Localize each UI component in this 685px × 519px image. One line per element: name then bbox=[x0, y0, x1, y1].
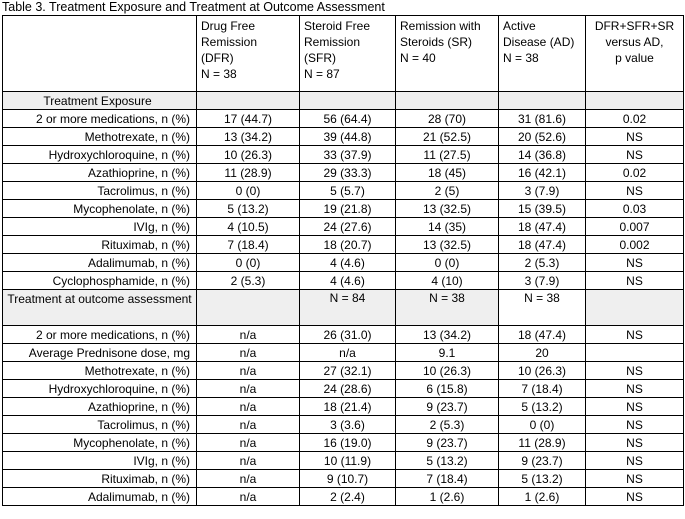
cell-dfr: 2 (5.3) bbox=[197, 272, 300, 290]
cell-ad: 5 (13.2) bbox=[499, 470, 586, 488]
table-row bbox=[3, 434, 684, 452]
section-empty-cell bbox=[300, 92, 396, 110]
header-sr-line: Remission with bbox=[400, 19, 481, 33]
cell-ad: 18 (47.4) bbox=[499, 236, 586, 254]
header-dfr-line: (DFR) bbox=[201, 51, 234, 65]
cell-ad: 18 (47.4) bbox=[499, 326, 586, 344]
header-sr-line: N = 40 bbox=[400, 51, 436, 65]
header-dfr-line: Remission bbox=[201, 35, 258, 49]
cell-sfr: 39 (44.8) bbox=[300, 128, 396, 146]
header-row bbox=[3, 16, 684, 92]
row-label: Hydroxychloroquine, n (%) bbox=[3, 146, 197, 164]
cell-p: 0.03 bbox=[586, 200, 684, 218]
cell-sr: 28 (70) bbox=[396, 110, 499, 128]
table-row bbox=[3, 182, 684, 200]
cell-dfr: n/a bbox=[197, 470, 300, 488]
cell-sfr: 4 (4.6) bbox=[300, 254, 396, 272]
cell-p: NS bbox=[586, 326, 684, 344]
row-label: Mycophenolate, n (%) bbox=[3, 200, 197, 218]
row-label: 2 or more medications, n (%) bbox=[3, 326, 197, 344]
cell-ad: 2 (5.3) bbox=[499, 254, 586, 272]
cell-dfr: n/a bbox=[197, 380, 300, 398]
cell-p: NS bbox=[586, 398, 684, 416]
cell-sr: 18 (45) bbox=[396, 164, 499, 182]
cell-dfr: 4 (10.5) bbox=[197, 218, 300, 236]
cell-sfr: 24 (28.6) bbox=[300, 380, 396, 398]
cell-ad: 31 (81.6) bbox=[499, 110, 586, 128]
section-empty-cell bbox=[499, 92, 586, 110]
cell-p: 0.02 bbox=[586, 164, 684, 182]
row-label: Methotrexate, n (%) bbox=[3, 128, 197, 146]
cell-ad: 7 (18.4) bbox=[499, 380, 586, 398]
cell-sr: 9.1 bbox=[396, 344, 499, 362]
row-label: 2 or more medications, n (%) bbox=[3, 110, 197, 128]
row-label: Tacrolimus, n (%) bbox=[3, 416, 197, 434]
cell-sr: 13 (32.5) bbox=[396, 236, 499, 254]
cell-sr: 9 (23.7) bbox=[396, 434, 499, 452]
cell-dfr: 13 (34.2) bbox=[197, 128, 300, 146]
table-caption: Table 3. Treatment Exposure and Treatment at Outcome Assessment bbox=[2, 0, 385, 14]
cell-p: NS bbox=[586, 146, 684, 164]
cell-p: 0.002 bbox=[586, 236, 684, 254]
cell-sfr: 18 (20.7) bbox=[300, 236, 396, 254]
header-pvalue-line: DFR+SFR+SR bbox=[594, 19, 675, 33]
cell-ad: 5 (13.2) bbox=[499, 398, 586, 416]
cell-dfr: n/a bbox=[197, 416, 300, 434]
cell-sfr: 19 (21.8) bbox=[300, 200, 396, 218]
cell-p: NS bbox=[586, 434, 684, 452]
cell-ad: 14 (36.8) bbox=[499, 146, 586, 164]
cell-sr: 9 (23.7) bbox=[396, 398, 499, 416]
header-dfr-line: Drug Free bbox=[201, 19, 256, 33]
row-label: Methotrexate, n (%) bbox=[3, 362, 197, 380]
cell-p: NS bbox=[586, 272, 684, 290]
section-header-exposure bbox=[3, 92, 684, 110]
cell-sr: 10 (26.3) bbox=[396, 362, 499, 380]
cell-sr: 7 (18.4) bbox=[396, 470, 499, 488]
cell-p: NS bbox=[586, 452, 684, 470]
table-row bbox=[3, 470, 684, 488]
cell-ad: 15 (39.5) bbox=[499, 200, 586, 218]
cell-sr: 1 (2.6) bbox=[396, 488, 499, 506]
cell-ad: 3 (7.9) bbox=[499, 182, 586, 200]
cell-sfr: 5 (5.7) bbox=[300, 182, 396, 200]
cell-sfr: 56 (64.4) bbox=[300, 110, 396, 128]
section-empty-cell bbox=[396, 92, 499, 110]
table-row bbox=[3, 398, 684, 416]
row-label: Adalimumab, n (%) bbox=[3, 254, 197, 272]
cell-sfr: 2 (2.4) bbox=[300, 488, 396, 506]
cell-p: NS bbox=[586, 362, 684, 380]
cell-dfr: 0 (0) bbox=[197, 182, 300, 200]
treatment-table bbox=[2, 15, 684, 506]
cell-p: NS bbox=[586, 380, 684, 398]
cell-dfr: n/a bbox=[197, 326, 300, 344]
cell-ad: 18 (47.4) bbox=[499, 218, 586, 236]
header-pvalue-line: p value bbox=[615, 51, 654, 65]
header-pvalue-line: versus AD, bbox=[605, 35, 664, 49]
cell-p: NS bbox=[586, 254, 684, 272]
cell-ad: 3 (7.9) bbox=[499, 272, 586, 290]
cell-sr: 14 (35) bbox=[396, 218, 499, 236]
header-sr bbox=[396, 16, 499, 92]
cell-sr: 11 (27.5) bbox=[396, 146, 499, 164]
header-sfr-line: Steroid Free bbox=[304, 19, 371, 33]
cell-sr: 6 (15.8) bbox=[396, 380, 499, 398]
table-row bbox=[3, 326, 684, 344]
table-row bbox=[3, 146, 684, 164]
row-label: Mycophenolate, n (%) bbox=[3, 434, 197, 452]
cell-sr: 5 (13.2) bbox=[396, 452, 499, 470]
cell-dfr: n/a bbox=[197, 488, 300, 506]
row-label: Adalimumab, n (%) bbox=[3, 488, 197, 506]
table-row bbox=[3, 218, 684, 236]
section-n-sfr: N = 84 bbox=[300, 290, 396, 326]
cell-ad: 9 (23.7) bbox=[499, 452, 586, 470]
cell-sfr: n/a bbox=[300, 344, 396, 362]
row-label: Rituximab, n (%) bbox=[3, 236, 197, 254]
row-label: Cyclophosphamide, n (%) bbox=[3, 272, 197, 290]
cell-ad: 20 (52.6) bbox=[499, 128, 586, 146]
header-ad bbox=[499, 16, 586, 92]
header-ad-line: Disease (AD) bbox=[503, 35, 575, 49]
row-label: Rituximab, n (%) bbox=[3, 470, 197, 488]
table-row bbox=[3, 362, 684, 380]
cell-dfr: n/a bbox=[197, 344, 300, 362]
section-label: Treatment at outcome assessment bbox=[3, 290, 197, 326]
header-dfr bbox=[197, 16, 300, 92]
table-row bbox=[3, 254, 684, 272]
header-sfr-line: N = 87 bbox=[304, 67, 340, 81]
section-label: Treatment Exposure bbox=[3, 92, 197, 110]
cell-dfr: n/a bbox=[197, 434, 300, 452]
row-label: Azathioprine, n (%) bbox=[3, 164, 197, 182]
cell-sfr: 9 (10.7) bbox=[300, 470, 396, 488]
cell-sr: 2 (5) bbox=[396, 182, 499, 200]
cell-p: NS bbox=[586, 128, 684, 146]
cell-p bbox=[586, 344, 684, 362]
table-row bbox=[3, 128, 684, 146]
table-row bbox=[3, 488, 684, 506]
cell-p: NS bbox=[586, 488, 684, 506]
section-empty-cell bbox=[197, 92, 300, 110]
cell-sr: 4 (10) bbox=[396, 272, 499, 290]
cell-ad: 10 (26.3) bbox=[499, 362, 586, 380]
section-empty-cell bbox=[197, 290, 300, 326]
cell-sr: 13 (34.2) bbox=[396, 326, 499, 344]
section-header-outcome bbox=[3, 290, 684, 326]
cell-dfr: 5 (13.2) bbox=[197, 200, 300, 218]
header-sfr bbox=[300, 16, 396, 92]
cell-dfr: n/a bbox=[197, 362, 300, 380]
row-label: Average Prednisone dose, mg bbox=[3, 344, 197, 362]
cell-sfr: 4 (4.6) bbox=[300, 272, 396, 290]
section-n-sr: N = 38 bbox=[396, 290, 499, 326]
table-row bbox=[3, 272, 684, 290]
cell-sr: 2 (5.3) bbox=[396, 416, 499, 434]
cell-dfr: n/a bbox=[197, 452, 300, 470]
table-row bbox=[3, 452, 684, 470]
cell-dfr: 0 (0) bbox=[197, 254, 300, 272]
row-label: Azathioprine, n (%) bbox=[3, 398, 197, 416]
table-row bbox=[3, 200, 684, 218]
cell-sfr: 29 (33.3) bbox=[300, 164, 396, 182]
cell-dfr: 7 (18.4) bbox=[197, 236, 300, 254]
section-empty-cell bbox=[586, 290, 684, 326]
cell-sfr: 26 (31.0) bbox=[300, 326, 396, 344]
cell-ad: 16 (42.1) bbox=[499, 164, 586, 182]
cell-sfr: 33 (37.9) bbox=[300, 146, 396, 164]
table-row bbox=[3, 236, 684, 254]
section-n-ad: N = 38 bbox=[499, 290, 586, 326]
cell-sfr: 27 (32.1) bbox=[300, 362, 396, 380]
cell-dfr: 10 (26.3) bbox=[197, 146, 300, 164]
table-row bbox=[3, 110, 684, 128]
header-sfr-line: (SFR) bbox=[304, 51, 336, 65]
header-sfr-line: Remission bbox=[304, 35, 361, 49]
cell-p: NS bbox=[586, 470, 684, 488]
header-label-cell bbox=[3, 16, 197, 92]
cell-sfr: 10 (11.9) bbox=[300, 452, 396, 470]
cell-sfr: 3 (3.6) bbox=[300, 416, 396, 434]
cell-dfr: n/a bbox=[197, 398, 300, 416]
cell-sfr: 16 (19.0) bbox=[300, 434, 396, 452]
cell-dfr: 17 (44.7) bbox=[197, 110, 300, 128]
cell-ad: 11 (28.9) bbox=[499, 434, 586, 452]
cell-ad: 20 bbox=[499, 344, 586, 362]
table-body bbox=[3, 16, 684, 506]
section-empty-cell bbox=[586, 92, 684, 110]
row-label: Tacrolimus, n (%) bbox=[3, 182, 197, 200]
cell-ad: 1 (2.6) bbox=[499, 488, 586, 506]
cell-sr: 21 (52.5) bbox=[396, 128, 499, 146]
cell-p: NS bbox=[586, 416, 684, 434]
table-row bbox=[3, 164, 684, 182]
cell-sfr: 18 (21.4) bbox=[300, 398, 396, 416]
cell-sfr: 24 (27.6) bbox=[300, 218, 396, 236]
header-ad-line: Active bbox=[503, 19, 536, 33]
table-row bbox=[3, 380, 684, 398]
cell-ad: 0 (0) bbox=[499, 416, 586, 434]
cell-p: 0.007 bbox=[586, 218, 684, 236]
header-sr-line: Steroids (SR) bbox=[400, 35, 473, 49]
header-dfr-line: N = 38 bbox=[201, 67, 237, 81]
cell-dfr: 11 (28.9) bbox=[197, 164, 300, 182]
cell-p: NS bbox=[586, 182, 684, 200]
row-label: IVIg, n (%) bbox=[3, 452, 197, 470]
cell-p: 0.02 bbox=[586, 110, 684, 128]
row-label: Hydroxychloroquine, n (%) bbox=[3, 380, 197, 398]
cell-sr: 13 (32.5) bbox=[396, 200, 499, 218]
header-pvalue bbox=[586, 16, 684, 92]
row-label: IVIg, n (%) bbox=[3, 218, 197, 236]
table-row bbox=[3, 344, 684, 362]
cell-sr: 0 (0) bbox=[396, 254, 499, 272]
header-ad-line: N = 38 bbox=[503, 51, 539, 65]
table-row bbox=[3, 416, 684, 434]
